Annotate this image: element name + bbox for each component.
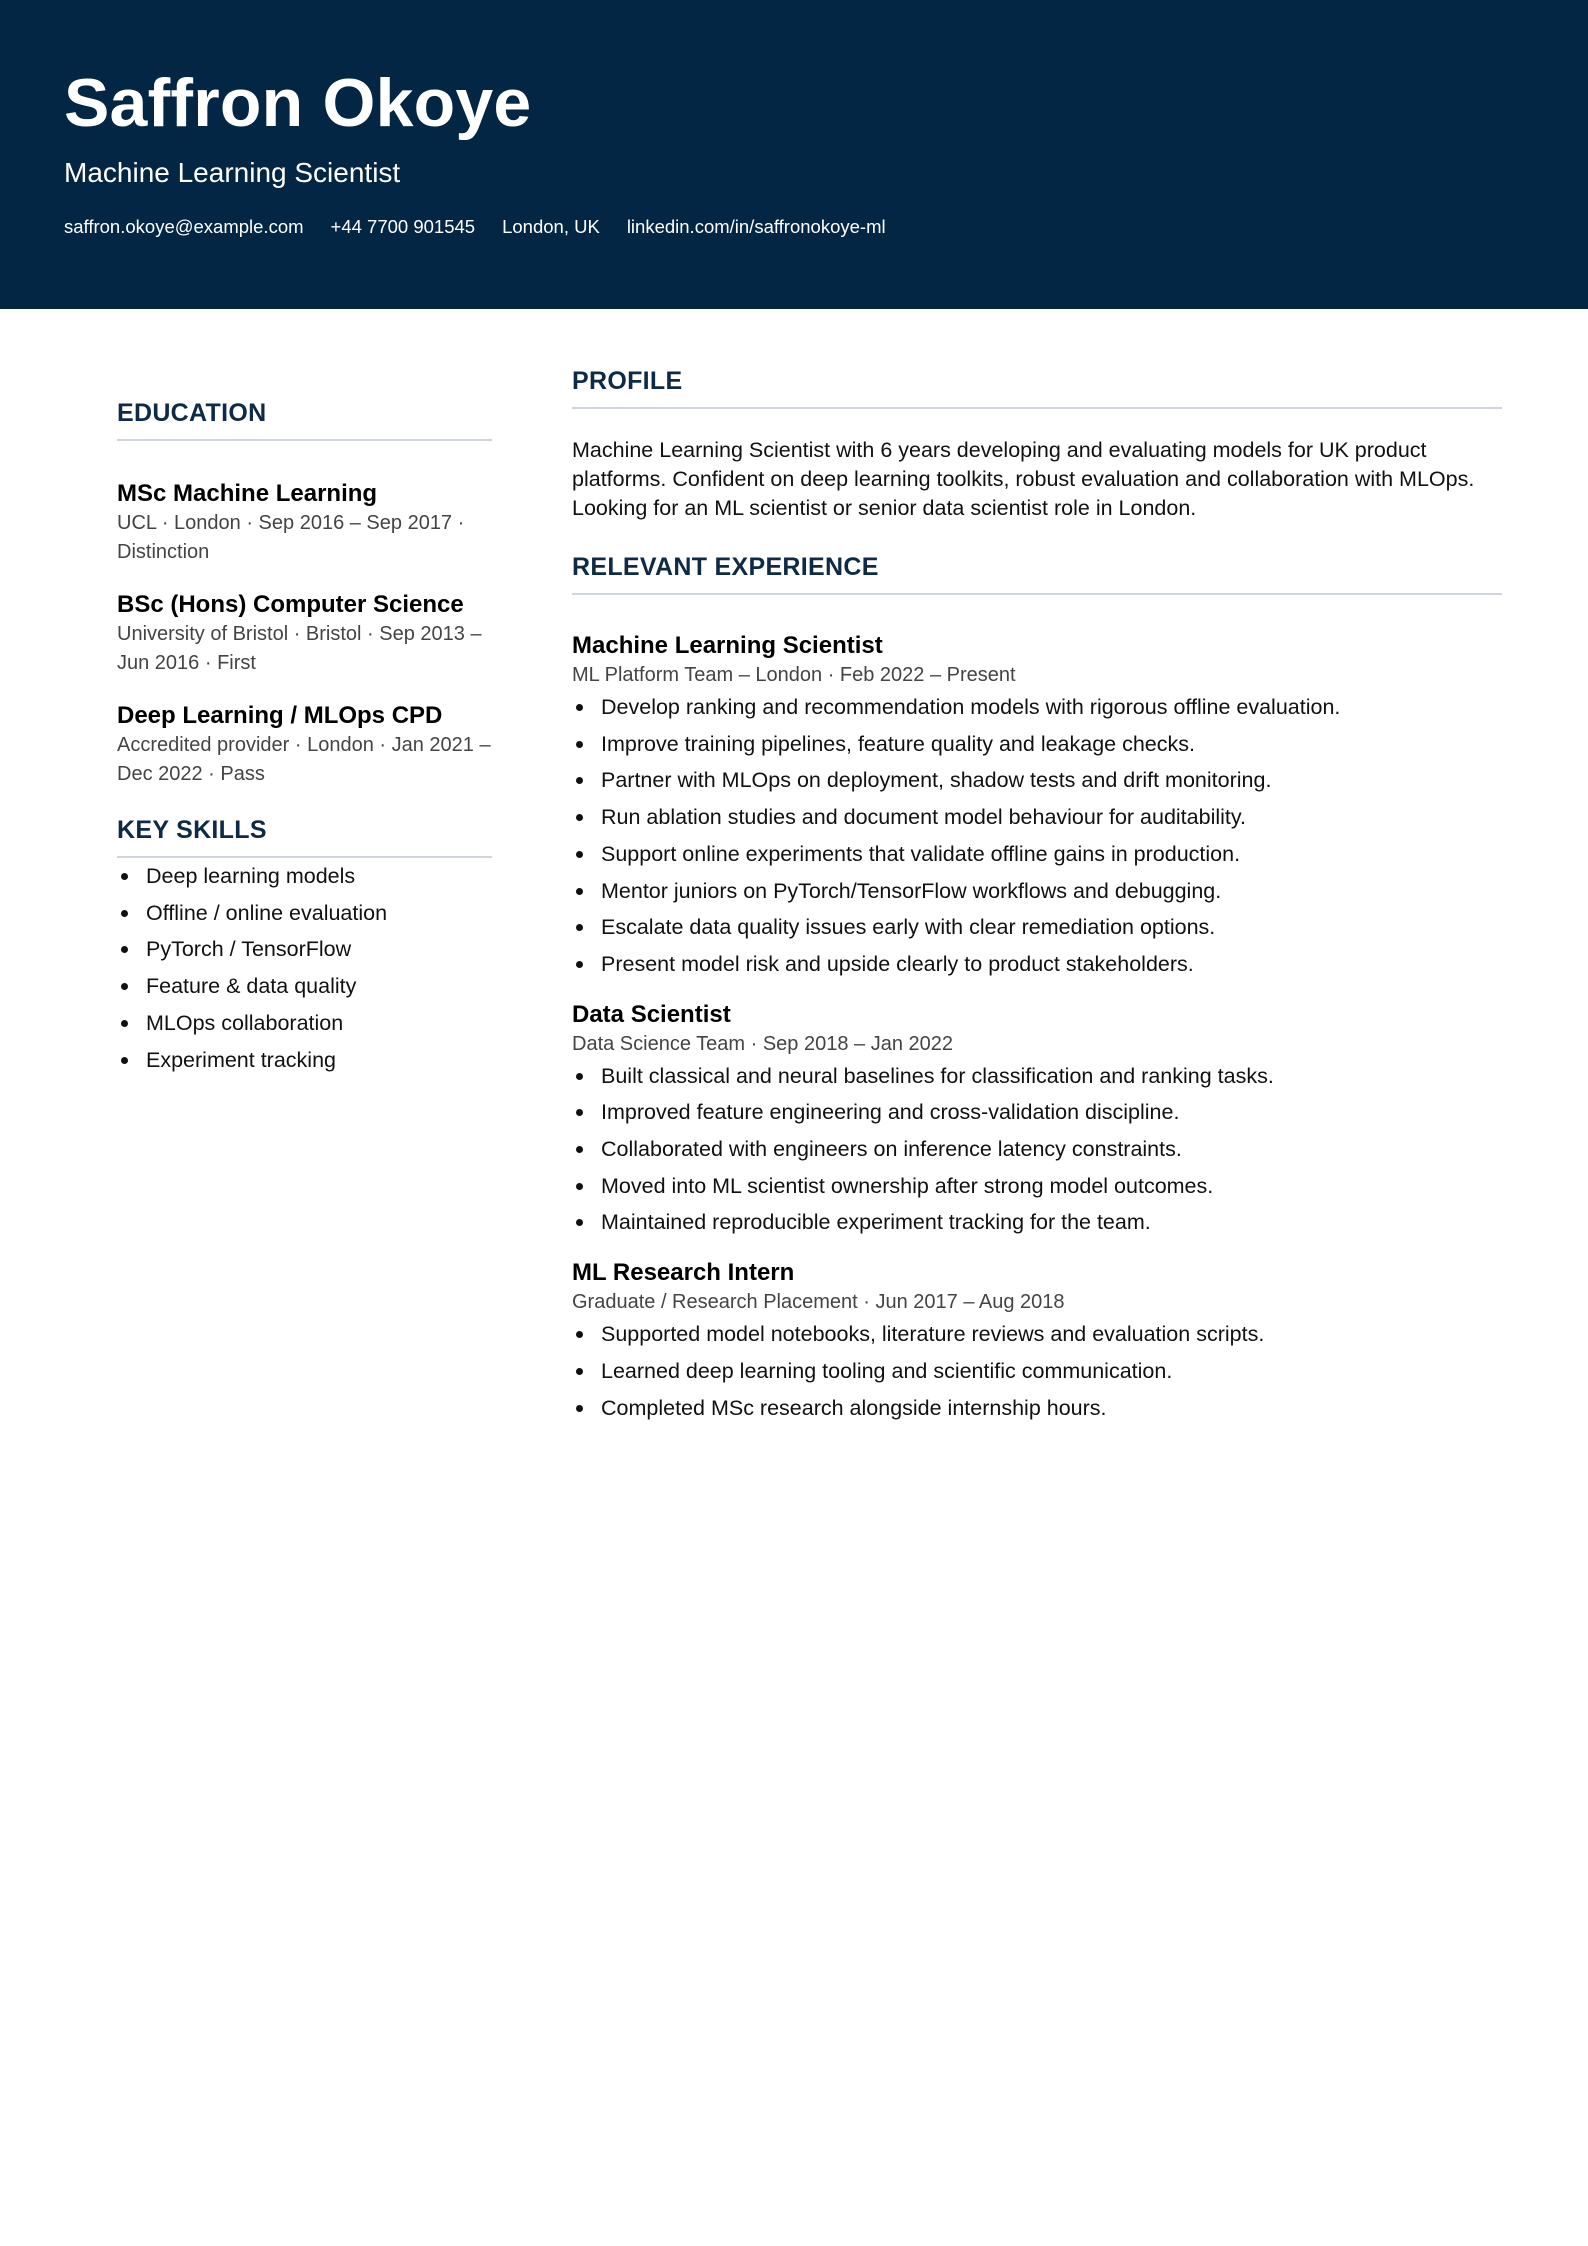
job-bullet-text: Develop ranking and recommendation models with rigorous offline evaluation. <box>601 695 1341 719</box>
job-bullet-text: Maintained reproducible experiment tracking for the team. <box>601 1210 1151 1235</box>
contact-phone[interactable]: +44 7700 901545 <box>330 216 476 237</box>
skill-text: Offline / online evaluation <box>146 900 388 925</box>
bullet-dot-icon <box>576 1183 583 1190</box>
experience-section <box>572 549 1502 1426</box>
skill-item <box>117 1042 492 1079</box>
job-bullet-text: Partner with MLOps on deployment, shadow tests and drift monitoring. <box>601 768 1272 793</box>
skill-text: Experiment tracking <box>146 1047 336 1072</box>
education-meta: University of Bristol · Bristol · Sep 2013 – Jun 2016 · First <box>117 623 482 674</box>
bullet-dot-icon <box>576 777 583 784</box>
education-list <box>117 479 492 789</box>
contact-linkedin[interactable]: linkedin.com/in/saffronokoye-ml <box>626 216 886 237</box>
bullet-dot-icon <box>576 704 583 711</box>
bullet-dot-icon <box>576 1405 583 1412</box>
job-bullets <box>572 1058 1502 1242</box>
job-bullet-text: Mentor juniors on PyTorch/TensorFlow workflows and debugging. <box>601 878 1222 903</box>
job-bullet <box>572 1058 1502 1095</box>
skills-section <box>117 812 492 1078</box>
bullet-dot-icon <box>121 1057 128 1064</box>
skill-item <box>117 968 492 1005</box>
skills-title: KEY SKILLS <box>117 816 267 844</box>
job-entry <box>572 1000 1502 1242</box>
left-column <box>117 395 492 1078</box>
education-meta: Accredited provider · London · Jan 2021 – Dec 2022 · Pass <box>117 734 491 785</box>
education-title: EDUCATION <box>117 399 267 427</box>
profile-summary: Machine Learning Scientist with 6 years developing and evaluating models for UK product platforms. Confident on deep learning toolkits, robust evaluation and collaboration with MLOps. Looking for an ML scientist or senior data scientist role in London. <box>572 438 1475 520</box>
profile-section <box>572 363 1502 523</box>
bullet-dot-icon <box>576 851 583 858</box>
job-bullet <box>572 1094 1502 1131</box>
job-bullet <box>572 1316 1502 1353</box>
right-column <box>572 363 1502 1443</box>
skill-text: PyTorch / TensorFlow <box>146 937 352 962</box>
skill-item <box>117 895 492 932</box>
skill-item <box>117 1005 492 1042</box>
job-title: Data Scientist <box>572 1000 731 1028</box>
job-meta: Data Science Team · Sep 2018 – Jan 2022 <box>572 1032 953 1055</box>
contact-email[interactable]: saffron.okoye@example.com <box>64 216 304 237</box>
job-title: ML Research Intern <box>572 1259 795 1287</box>
bullet-dot-icon <box>576 1368 583 1375</box>
education-item <box>117 590 492 678</box>
job-bullet-text: Escalate data quality issues early with clear remediation options. <box>601 915 1216 940</box>
contact-row <box>64 214 913 240</box>
education-meta: UCL · London · Sep 2016 – Sep 2017 · Distinction <box>117 512 465 563</box>
bullet-dot-icon <box>576 814 583 821</box>
job-bullet <box>572 799 1502 836</box>
job-entry <box>572 631 1502 983</box>
job-list <box>572 631 1502 1426</box>
section-divider <box>572 593 1502 595</box>
bullet-dot-icon <box>576 1146 583 1153</box>
job-bullet <box>572 1353 1502 1390</box>
bullet-dot-icon <box>576 1219 583 1226</box>
job-bullets <box>572 689 1502 983</box>
skill-item <box>117 931 492 968</box>
education-section <box>117 395 492 789</box>
bullet-dot-icon <box>121 1020 128 1027</box>
experience-title: RELEVANT EXPERIENCE <box>572 553 879 581</box>
bullet-dot-icon <box>576 961 583 968</box>
bullet-dot-icon <box>576 1073 583 1080</box>
job-bullet-text: Support online experiments that validate offline gains in production. <box>601 841 1241 866</box>
job-bullet-text: Improved feature engineering and cross-validation discipline. <box>601 1100 1180 1125</box>
job-bullet-text: Completed MSc research alongside internship hours. <box>601 1395 1107 1420</box>
job-bullet <box>572 946 1502 983</box>
section-divider <box>572 407 1502 409</box>
education-degree: Deep Learning / MLOps CPD <box>117 702 443 729</box>
contact-location: London, UK <box>502 216 600 237</box>
bullet-dot-icon <box>576 741 583 748</box>
bullet-dot-icon <box>576 924 583 931</box>
job-bullet <box>572 873 1502 910</box>
skills-list <box>117 858 492 1078</box>
job-meta: ML Platform Team – London · Feb 2022 – Present <box>572 664 1016 686</box>
education-degree: BSc (Hons) Computer Science <box>117 591 464 618</box>
skill-text: MLOps collaboration <box>146 1010 344 1035</box>
job-bullet <box>572 689 1502 726</box>
job-entry <box>572 1258 1502 1426</box>
skill-item <box>117 858 492 895</box>
job-bullet <box>572 1390 1502 1427</box>
job-bullet <box>572 836 1502 873</box>
job-bullet-text: Improve training pipelines, feature quality and leakage checks. <box>601 731 1195 756</box>
profile-title: PROFILE <box>572 367 683 395</box>
bullet-dot-icon <box>121 946 128 953</box>
job-bullet <box>572 909 1502 946</box>
bullet-dot-icon <box>121 873 128 880</box>
candidate-name: Saffron Okoye <box>64 65 532 141</box>
job-bullet <box>572 1168 1502 1205</box>
job-bullet-text: Moved into ML scientist ownership after strong model outcomes. <box>601 1173 1214 1198</box>
job-bullet <box>572 726 1502 763</box>
bullet-dot-icon <box>121 983 128 990</box>
job-bullet <box>572 1131 1502 1168</box>
job-bullet <box>572 1204 1502 1241</box>
education-item <box>117 479 492 567</box>
bullet-dot-icon <box>576 1331 583 1338</box>
job-bullets <box>572 1316 1502 1426</box>
candidate-role: Machine Learning Scientist <box>64 157 401 188</box>
job-bullet-text: Collaborated with engineers on inference latency constraints. <box>601 1137 1182 1162</box>
job-bullet-text: Supported model notebooks, literature reviews and evaluation scripts. <box>601 1322 1265 1347</box>
education-degree: MSc Machine Learning <box>117 480 378 507</box>
education-item <box>117 701 492 789</box>
job-bullet-text: Run ablation studies and document model behaviour for auditability. <box>601 805 1246 830</box>
job-bullet <box>572 762 1502 799</box>
section-divider <box>117 439 492 441</box>
job-title: Machine Learning Scientist <box>572 632 883 659</box>
bullet-dot-icon <box>576 1109 583 1116</box>
skill-text: Feature & data quality <box>146 974 357 999</box>
skill-text: Deep learning models <box>146 864 356 888</box>
resume-header <box>0 0 1588 309</box>
bullet-dot-icon <box>576 888 583 895</box>
job-meta: Graduate / Research Placement · Jun 2017 – Aug 2018 <box>572 1291 1065 1314</box>
job-bullet-text: Learned deep learning tooling and scientific communication. <box>601 1358 1173 1383</box>
job-bullet-text: Present model risk and upside clearly to product stakeholders. <box>601 951 1194 976</box>
job-bullet-text: Built classical and neural baselines for classification and ranking tasks. <box>601 1063 1274 1088</box>
bullet-dot-icon <box>121 910 128 917</box>
